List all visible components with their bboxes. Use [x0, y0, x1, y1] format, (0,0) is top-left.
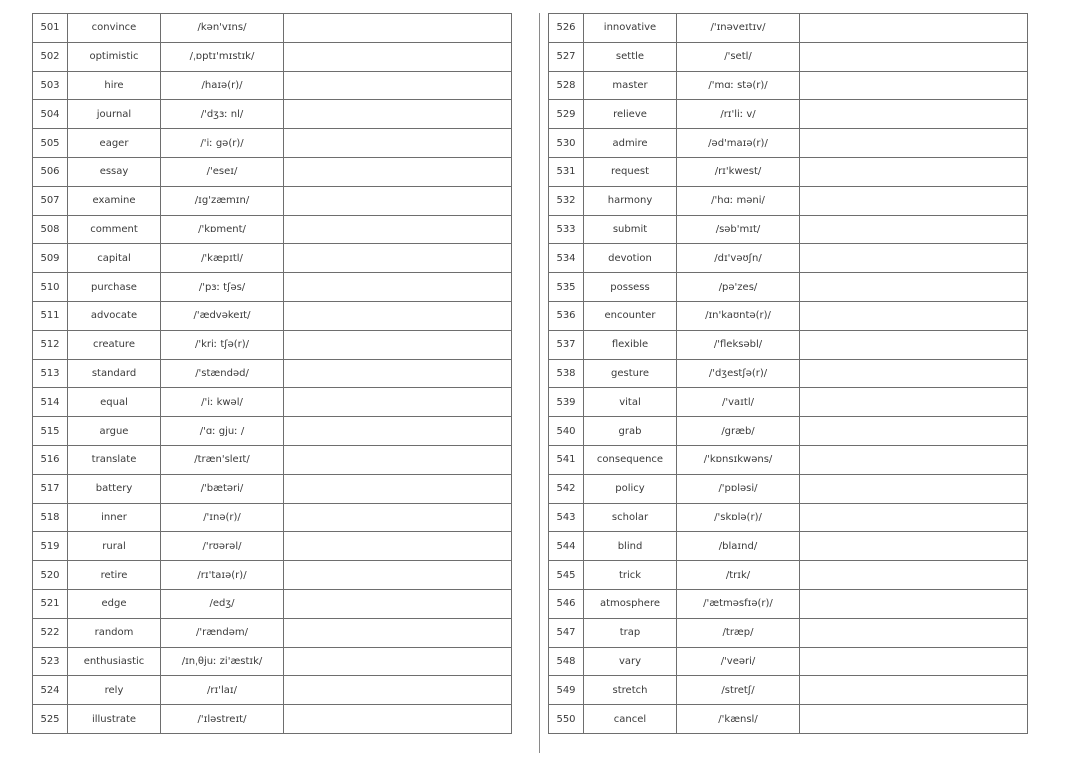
- word-text: harmony: [584, 186, 677, 215]
- table-row: [33, 618, 512, 647]
- word-number: 510: [33, 273, 68, 302]
- notes-cell: [284, 445, 512, 474]
- word-phonetic: /træn'sleɪt/: [161, 445, 284, 474]
- vocab-table-right: [548, 13, 1028, 734]
- word-text: comment: [68, 215, 161, 244]
- word-text: flexible: [584, 330, 677, 359]
- notes-cell: [800, 532, 1028, 561]
- word-text: devotion: [584, 244, 677, 273]
- notes-cell: [284, 359, 512, 388]
- notes-cell: [800, 503, 1028, 532]
- word-text: argue: [68, 417, 161, 446]
- word-phonetic: /rɪ'kwest/: [677, 157, 800, 186]
- word-number: 505: [33, 129, 68, 158]
- table-row: [33, 705, 512, 734]
- word-text: policy: [584, 474, 677, 503]
- word-number: 541: [549, 445, 584, 474]
- word-phonetic: /'iː gə(r)/: [161, 129, 284, 158]
- word-number: 538: [549, 359, 584, 388]
- notes-cell: [800, 71, 1028, 100]
- table-row: [33, 301, 512, 330]
- word-number: 513: [33, 359, 68, 388]
- table-row: [33, 14, 512, 43]
- notes-cell: [284, 676, 512, 705]
- word-phonetic: /'kriː tʃə(r)/: [161, 330, 284, 359]
- table-row: [33, 157, 512, 186]
- word-text: scholar: [584, 503, 677, 532]
- notes-cell: [284, 71, 512, 100]
- word-number: 545: [549, 561, 584, 590]
- word-phonetic: /stretʃ/: [677, 676, 800, 705]
- table-row: [33, 330, 512, 359]
- table-row: [549, 618, 1028, 647]
- word-phonetic: /'pɜː tʃəs/: [161, 273, 284, 302]
- word-phonetic: /'setl/: [677, 42, 800, 71]
- table-row: [549, 589, 1028, 618]
- notes-cell: [284, 561, 512, 590]
- table-row: [33, 100, 512, 129]
- notes-cell: [800, 417, 1028, 446]
- word-phonetic: /pə'zes/: [677, 273, 800, 302]
- notes-cell: [800, 676, 1028, 705]
- word-number: 522: [33, 618, 68, 647]
- table-row: [549, 42, 1028, 71]
- word-number: 542: [549, 474, 584, 503]
- word-text: trick: [584, 561, 677, 590]
- notes-cell: [284, 186, 512, 215]
- table-row: [549, 474, 1028, 503]
- word-number: 521: [33, 589, 68, 618]
- word-number: 528: [549, 71, 584, 100]
- word-number: 527: [549, 42, 584, 71]
- notes-cell: [284, 417, 512, 446]
- notes-cell: [800, 273, 1028, 302]
- word-number: 533: [549, 215, 584, 244]
- word-number: 547: [549, 618, 584, 647]
- table-row: [549, 244, 1028, 273]
- word-number: 535: [549, 273, 584, 302]
- word-phonetic: /rɪ'taɪə(r)/: [161, 561, 284, 590]
- word-number: 519: [33, 532, 68, 561]
- word-phonetic: /rɪ'liː v/: [677, 100, 800, 129]
- word-text: atmosphere: [584, 589, 677, 618]
- table-row: [33, 273, 512, 302]
- word-phonetic: /edʒ/: [161, 589, 284, 618]
- word-phonetic: /'dʒestʃə(r)/: [677, 359, 800, 388]
- word-number: 524: [33, 676, 68, 705]
- table-row: [549, 14, 1028, 43]
- word-text: edge: [68, 589, 161, 618]
- notes-cell: [800, 474, 1028, 503]
- notes-cell: [284, 215, 512, 244]
- notes-cell: [800, 244, 1028, 273]
- word-text: encounter: [584, 301, 677, 330]
- table-row: [549, 100, 1028, 129]
- word-number: 503: [33, 71, 68, 100]
- word-text: gesture: [584, 359, 677, 388]
- notes-cell: [800, 388, 1028, 417]
- word-number: 544: [549, 532, 584, 561]
- word-number: 504: [33, 100, 68, 129]
- table-row: [33, 42, 512, 71]
- table-row: [33, 417, 512, 446]
- word-number: 548: [549, 647, 584, 676]
- notes-cell: [284, 100, 512, 129]
- word-number: 529: [549, 100, 584, 129]
- word-text: equal: [68, 388, 161, 417]
- word-phonetic: /'mɑː stə(r)/: [677, 71, 800, 100]
- word-phonetic: /'iː kwəl/: [161, 388, 284, 417]
- table-row: [549, 647, 1028, 676]
- table-row: [549, 445, 1028, 474]
- word-number: 530: [549, 129, 584, 158]
- word-text: inner: [68, 503, 161, 532]
- word-phonetic: /'veəri/: [677, 647, 800, 676]
- word-number: 550: [549, 705, 584, 734]
- table-row: [549, 417, 1028, 446]
- table-row: [33, 445, 512, 474]
- table-row: [33, 647, 512, 676]
- word-text: essay: [68, 157, 161, 186]
- notes-cell: [800, 445, 1028, 474]
- word-phonetic: /græb/: [677, 417, 800, 446]
- notes-cell: [800, 100, 1028, 129]
- table-row: [33, 503, 512, 532]
- word-number: 511: [33, 301, 68, 330]
- word-text: creature: [68, 330, 161, 359]
- word-phonetic: /'bætəri/: [161, 474, 284, 503]
- table-row: [549, 129, 1028, 158]
- vocab-table-left-body: [33, 14, 512, 734]
- word-text: hire: [68, 71, 161, 100]
- notes-cell: [284, 503, 512, 532]
- word-text: stretch: [584, 676, 677, 705]
- notes-cell: [284, 330, 512, 359]
- word-phonetic: /'stændəd/: [161, 359, 284, 388]
- word-number: 523: [33, 647, 68, 676]
- word-phonetic: /'rændəm/: [161, 618, 284, 647]
- table-row: [549, 330, 1028, 359]
- word-text: optimistic: [68, 42, 161, 71]
- word-text: rely: [68, 676, 161, 705]
- word-phonetic: /'ædvəkeɪt/: [161, 301, 284, 330]
- vocab-table-left: [32, 13, 512, 734]
- word-text: journal: [68, 100, 161, 129]
- word-text: request: [584, 157, 677, 186]
- word-phonetic: /'fleksəbl/: [677, 330, 800, 359]
- notes-cell: [284, 244, 512, 273]
- notes-cell: [800, 561, 1028, 590]
- word-text: convince: [68, 14, 161, 43]
- word-phonetic: /'ɑː gjuː /: [161, 417, 284, 446]
- word-text: blind: [584, 532, 677, 561]
- word-number: 526: [549, 14, 584, 43]
- word-phonetic: /'ɪləstreɪt/: [161, 705, 284, 734]
- word-phonetic: /'dʒɜː nl/: [161, 100, 284, 129]
- table-row: [33, 561, 512, 590]
- word-phonetic: /ˌɒptɪ'mɪstɪk/: [161, 42, 284, 71]
- table-row: [33, 129, 512, 158]
- word-phonetic: /'ɪnə(r)/: [161, 503, 284, 532]
- word-text: purchase: [68, 273, 161, 302]
- word-phonetic: /'ætməsfɪə(r)/: [677, 589, 800, 618]
- table-row: [549, 157, 1028, 186]
- notes-cell: [800, 359, 1028, 388]
- notes-cell: [284, 532, 512, 561]
- notes-cell: [800, 42, 1028, 71]
- word-phonetic: /ɪn'kaʊntə(r)/: [677, 301, 800, 330]
- word-number: 501: [33, 14, 68, 43]
- word-text: rural: [68, 532, 161, 561]
- word-text: battery: [68, 474, 161, 503]
- word-number: 517: [33, 474, 68, 503]
- word-number: 506: [33, 157, 68, 186]
- notes-cell: [800, 129, 1028, 158]
- notes-cell: [800, 330, 1028, 359]
- word-number: 531: [549, 157, 584, 186]
- word-number: 507: [33, 186, 68, 215]
- notes-cell: [284, 589, 512, 618]
- table-row: [549, 561, 1028, 590]
- notes-cell: [284, 273, 512, 302]
- word-number: 514: [33, 388, 68, 417]
- word-phonetic: /trɪk/: [677, 561, 800, 590]
- notes-cell: [284, 705, 512, 734]
- word-number: 520: [33, 561, 68, 590]
- word-number: 509: [33, 244, 68, 273]
- notes-cell: [800, 215, 1028, 244]
- notes-cell: [800, 647, 1028, 676]
- word-number: 518: [33, 503, 68, 532]
- word-text: settle: [584, 42, 677, 71]
- table-row: [549, 273, 1028, 302]
- vocab-table-right-body: [549, 14, 1028, 734]
- word-number: 536: [549, 301, 584, 330]
- word-text: capital: [68, 244, 161, 273]
- notes-cell: [284, 42, 512, 71]
- table-row: [549, 71, 1028, 100]
- notes-cell: [800, 301, 1028, 330]
- word-phonetic: /ɪg'zæmɪn/: [161, 186, 284, 215]
- word-text: standard: [68, 359, 161, 388]
- table-row: [549, 705, 1028, 734]
- table-row: [33, 359, 512, 388]
- page-divider: [539, 13, 540, 753]
- word-text: vital: [584, 388, 677, 417]
- word-text: enthusiastic: [68, 647, 161, 676]
- word-phonetic: /'kæpɪtl/: [161, 244, 284, 273]
- word-phonetic: /səb'mɪt/: [677, 215, 800, 244]
- notes-cell: [800, 157, 1028, 186]
- word-text: possess: [584, 273, 677, 302]
- table-row: [33, 244, 512, 273]
- word-phonetic: /dɪ'vəʊʃn/: [677, 244, 800, 273]
- table-row: [33, 215, 512, 244]
- word-number: 543: [549, 503, 584, 532]
- table-row: [549, 186, 1028, 215]
- word-number: 537: [549, 330, 584, 359]
- word-phonetic: /əd'maɪə(r)/: [677, 129, 800, 158]
- word-text: translate: [68, 445, 161, 474]
- table-row: [33, 589, 512, 618]
- word-number: 516: [33, 445, 68, 474]
- notes-cell: [284, 388, 512, 417]
- word-phonetic: /'eseɪ/: [161, 157, 284, 186]
- word-phonetic: /haɪə(r)/: [161, 71, 284, 100]
- notes-cell: [800, 705, 1028, 734]
- table-row: [33, 71, 512, 100]
- table-row: [33, 532, 512, 561]
- word-number: 549: [549, 676, 584, 705]
- table-row: [549, 676, 1028, 705]
- notes-cell: [800, 14, 1028, 43]
- word-number: 534: [549, 244, 584, 273]
- table-row: [549, 532, 1028, 561]
- table-row: [33, 186, 512, 215]
- word-phonetic: /'hɑː məni/: [677, 186, 800, 215]
- word-text: vary: [584, 647, 677, 676]
- word-text: submit: [584, 215, 677, 244]
- table-row: [549, 359, 1028, 388]
- word-text: eager: [68, 129, 161, 158]
- table-row: [33, 676, 512, 705]
- notes-cell: [284, 129, 512, 158]
- word-phonetic: /rɪ'laɪ/: [161, 676, 284, 705]
- word-text: admire: [584, 129, 677, 158]
- word-number: 546: [549, 589, 584, 618]
- word-text: advocate: [68, 301, 161, 330]
- notes-cell: [284, 301, 512, 330]
- word-text: relieve: [584, 100, 677, 129]
- word-phonetic: /'ɪnəveɪtɪv/: [677, 14, 800, 43]
- table-row: [549, 215, 1028, 244]
- word-text: innovative: [584, 14, 677, 43]
- word-number: 532: [549, 186, 584, 215]
- notes-cell: [284, 157, 512, 186]
- notes-cell: [800, 589, 1028, 618]
- table-row: [549, 388, 1028, 417]
- word-phonetic: /'rʊərəl/: [161, 532, 284, 561]
- word-number: 515: [33, 417, 68, 446]
- word-number: 502: [33, 42, 68, 71]
- word-number: 525: [33, 705, 68, 734]
- word-text: consequence: [584, 445, 677, 474]
- notes-cell: [800, 618, 1028, 647]
- word-text: illustrate: [68, 705, 161, 734]
- notes-cell: [800, 186, 1028, 215]
- word-text: retire: [68, 561, 161, 590]
- word-text: cancel: [584, 705, 677, 734]
- word-number: 512: [33, 330, 68, 359]
- word-text: examine: [68, 186, 161, 215]
- word-phonetic: /'kɒment/: [161, 215, 284, 244]
- word-phonetic: /træp/: [677, 618, 800, 647]
- notes-cell: [284, 474, 512, 503]
- word-number: 508: [33, 215, 68, 244]
- table-row: [33, 388, 512, 417]
- word-phonetic: /blaɪnd/: [677, 532, 800, 561]
- notes-cell: [284, 647, 512, 676]
- word-phonetic: /'skɒlə(r)/: [677, 503, 800, 532]
- table-row: [549, 503, 1028, 532]
- table-row: [33, 474, 512, 503]
- word-phonetic: /'vaɪtl/: [677, 388, 800, 417]
- word-number: 540: [549, 417, 584, 446]
- word-phonetic: /kən'vɪns/: [161, 14, 284, 43]
- word-phonetic: /'pɒləsi/: [677, 474, 800, 503]
- word-text: master: [584, 71, 677, 100]
- word-number: 539: [549, 388, 584, 417]
- notes-cell: [284, 14, 512, 43]
- word-text: random: [68, 618, 161, 647]
- word-text: grab: [584, 417, 677, 446]
- word-phonetic: /'kænsl/: [677, 705, 800, 734]
- word-phonetic: /'kɒnsɪkwəns/: [677, 445, 800, 474]
- word-phonetic: /ɪnˌθjuː zi'æstɪk/: [161, 647, 284, 676]
- word-text: trap: [584, 618, 677, 647]
- table-row: [549, 301, 1028, 330]
- notes-cell: [284, 618, 512, 647]
